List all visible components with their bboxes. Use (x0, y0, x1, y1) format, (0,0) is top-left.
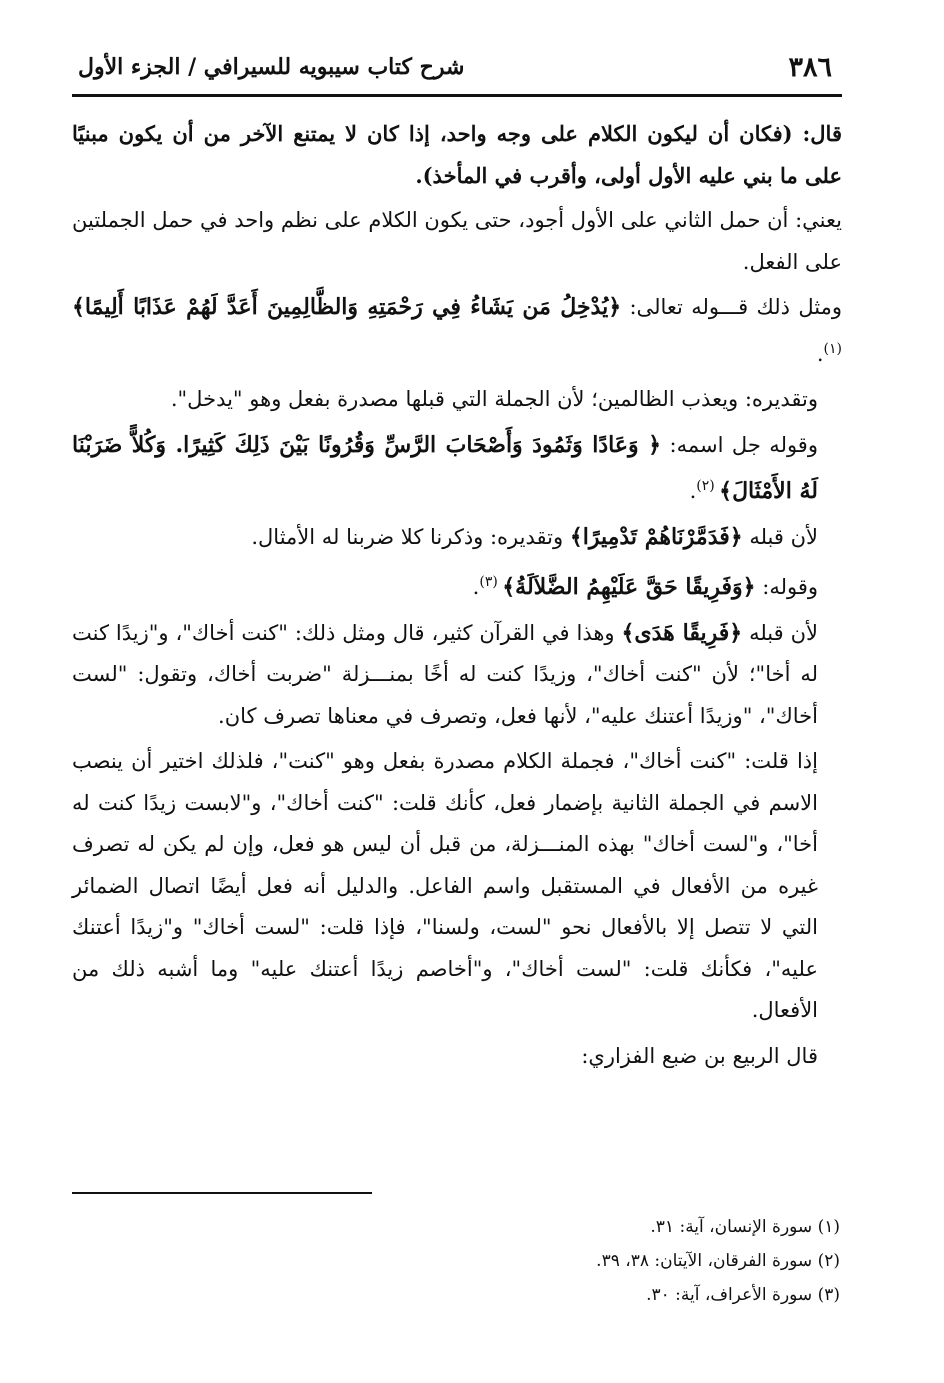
page-body (72, 113, 842, 1077)
paragraph-example-1 (72, 287, 842, 375)
paragraph-quote: قال: (فكان أن ليكون الكلام على وجه واحد، إذا كان لا يمتنع الآخر من أن يكون مبنيًا على ما بني عليه الأول أولى، وأقرب في المأخذ). (72, 121, 842, 188)
quran-verse: ﴿ وَعَادًا وَثَمُودَ وَأَصْحَابَ الرَّسِّ وَقُرُونًا بَيْنَ ذَلِكَ كَثِيرًا. وَكُلاًّ ضَرَبْنَا لَهُ الأَمْثَالَ﴾ (72, 431, 818, 504)
paragraph-analysis: إذا قلت: "كنت أخاك"، فجملة الكلام مصدرة بفعل وهو "كنت"، فلذلك اختير أن ينصب الاسم في الجملة الثانية بإضمار فعل، كأنك قلت: "كنت أخاك"، و"لابست زيدًا كنت له أخا"، و"لست أخاك" بهذه المنـــزلة، من قبل أن ليس هو فعل، وإن لم يكن له تصرف غيره من الأفعال في المستقبل واسم الفاعل. والدليل أنه فعل أيضًا اتصال الضمائر التي لا تتصل إلا بالأفعال نحو "لست، ولسنا"، فإذا قلت: "لست أخاك" و"زيدًا أعتنك عليه"، فكأنك قلت: "لست أخاك"، و"أخاصم زيدًا أعتنك عليه" وما أشبه ذلك من الأفعال. (72, 749, 818, 1022)
paragraph-lead-text: وقوله جل اسمه: (661, 432, 818, 457)
paragraph-tail-text: . (689, 479, 697, 503)
footnote-2: (٢) سورة الفرقان، الآيتان: ٣٨، ٣٩. (596, 1251, 840, 1271)
running-title: شرح كتاب سيبويه للسيرافي / الجزء الأول (78, 54, 465, 80)
footnote-ref-2: (٢) (696, 478, 720, 494)
footnote-ref-3: (٣) (479, 574, 503, 590)
page-header (72, 48, 842, 97)
quran-verse: ﴿يُدْخِلُ مَن يَشَاءُ فِي رَحْمَتِهِ وَالظَّالِمِينَ أَعَدَّ لَهُمْ عَذَابًا أَلِيمًا﴾ (72, 294, 622, 320)
paragraph-example-2 (72, 425, 842, 513)
paragraph-example-5 (72, 613, 842, 738)
book-page (72, 48, 842, 1348)
quran-verse: ﴿فَدَمَّرْنَاهُمْ تَدْمِيرًا﴾ (569, 523, 743, 550)
paragraph-tail-text: وتقديره: وذكرنا كلا ضربنا له الأمثال. (251, 524, 570, 549)
footnote-1: (١) سورة الإنسان، آية: ٣١. (650, 1217, 840, 1237)
paragraph-lead-text: لأن قبله (742, 524, 818, 549)
footnote-3: (٣) سورة الأعراف، آية: ٣٠. (646, 1285, 840, 1305)
paragraph-tail-text: . (816, 341, 824, 366)
paragraph-lead-text: لأن قبله (742, 620, 818, 645)
quran-verse: ﴿وَفَرِيقًا حَقَّ عَلَيْهِمُ الضَّلاَلَةُ﴾ (502, 574, 756, 600)
page-number: ٣٨٦ (788, 52, 832, 83)
footnote-divider (72, 1192, 372, 1194)
footnote-ref-1: (١) (823, 340, 842, 357)
paragraph-poet-intro: قال الربيع بن ضبع الفزاري: (581, 1043, 818, 1068)
footnotes (72, 1210, 842, 1312)
paragraph-lead-text: وقوله: (755, 575, 818, 599)
paragraph-estimation: وتقديره: ويعذب الظالمين؛ لأن الجملة التي قبلها مصدرة بفعل وهو "يدخل". (170, 387, 818, 411)
paragraph-tail-text: وهذا في القرآن كثير، قال ومثل ذلك: "كنت أخاك"، و"زيدًا كنت له أخا"؛ لأن "كنت أخاك"، وزيدًا كنت له أخًا بمنـــزلة "ضربت أخاك، وتقول: "لست أخاك"، "وزيدًا أعتنك عليه"، لأنها فعل، وتصرف في معناها تصرف كان. (72, 620, 818, 728)
paragraph-lead-text: ومثل ذلك قـــوله تعالى: (621, 295, 842, 319)
paragraph-tail-text: . (472, 575, 480, 599)
quran-verse: ﴿فَرِيقًا هَدَى﴾ (621, 619, 743, 646)
paragraph-example-4 (72, 562, 842, 609)
paragraph-explanation: يعني: أن حمل الثاني على الأول أجود، حتى يكون الكلام على نظم واحد في حمل الجملتين على الفعل. (72, 208, 842, 274)
paragraph-example-3 (72, 517, 842, 559)
